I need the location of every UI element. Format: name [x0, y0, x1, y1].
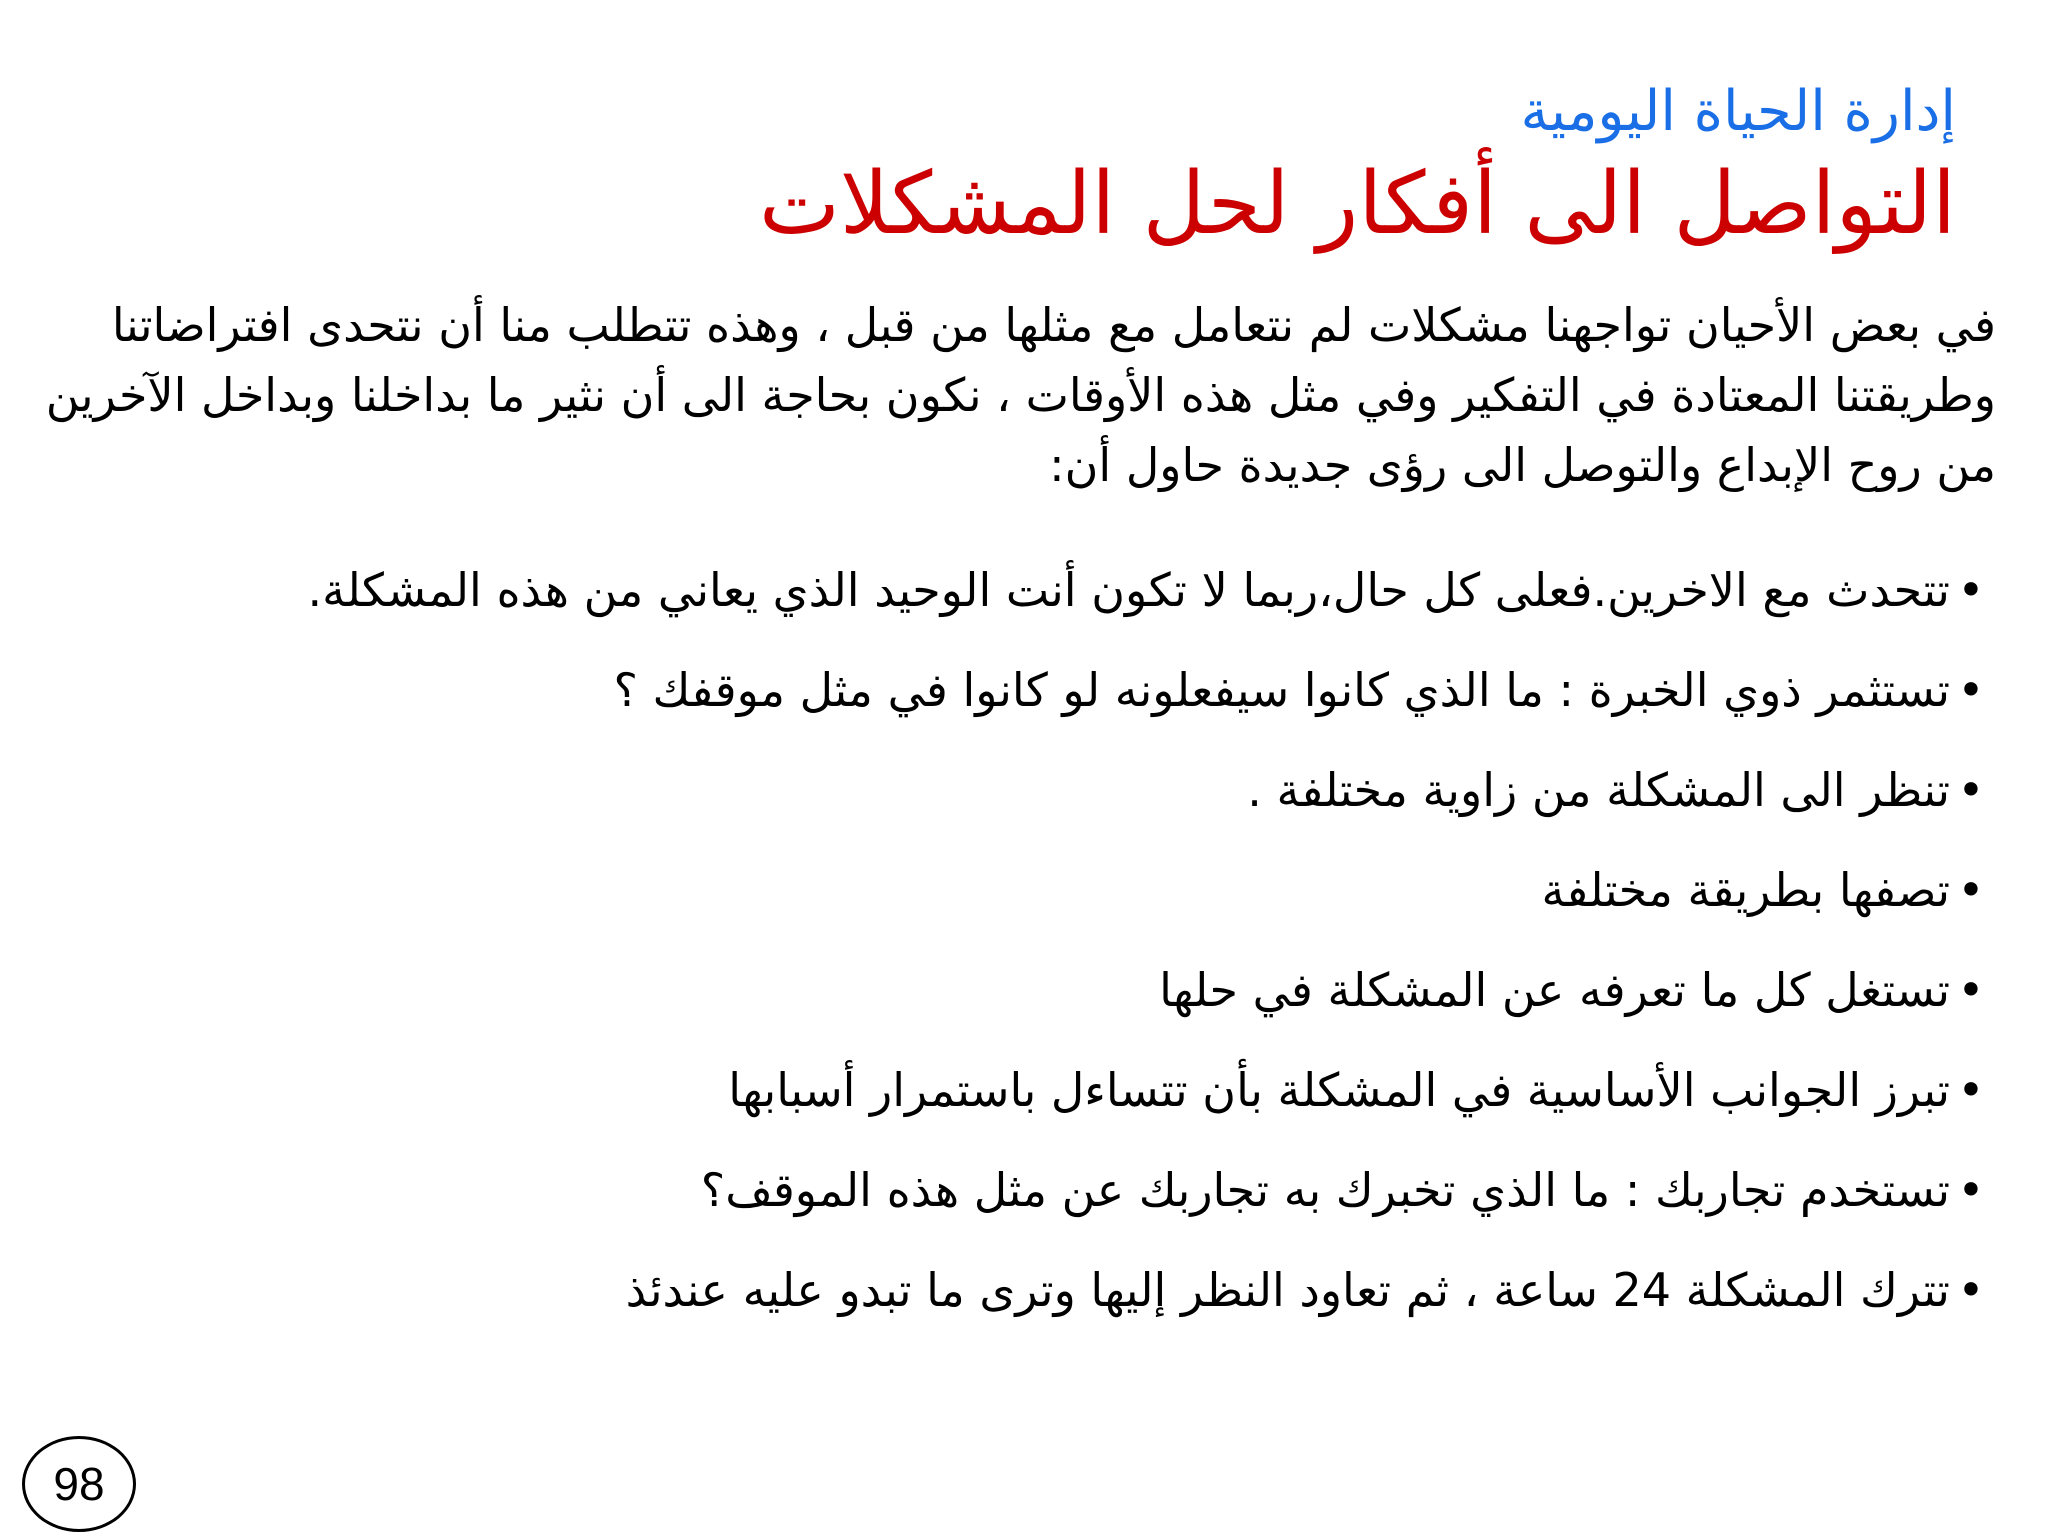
- page-number: 98: [53, 1458, 105, 1510]
- bullet-text: تصفها بطريقة مختلفة: [1541, 863, 1950, 917]
- bullet-text: تنظر الى المشكلة من زاوية مختلفة .: [1247, 763, 1950, 817]
- bullet-item: [30, 748, 1988, 848]
- page-number-badge: [22, 1436, 136, 1532]
- bullet-list: [30, 548, 1988, 1348]
- bullet-text: تتحدث مع الاخرين.فعلى كل حال،ربما لا تكون أنت الوحيد الذي يعاني من هذه المشكلة.: [307, 563, 1950, 617]
- bullet-item: [30, 548, 1988, 648]
- slide-subtitle: إدارة الحياة اليومية: [1520, 79, 1956, 144]
- bullet-icon: •: [1957, 963, 1985, 1017]
- bullet-item: [30, 1248, 1988, 1348]
- bullet-icon: •: [1957, 1063, 1985, 1117]
- bullet-icon: •: [1957, 863, 1985, 917]
- bullet-icon: •: [1957, 1163, 1985, 1217]
- bullet-icon: •: [1957, 763, 1985, 817]
- bullet-icon: •: [1957, 1263, 1985, 1317]
- intro-paragraph: في بعض الأحيان تواجهنا مشكلات لم نتعامل مع مثلها من قبل ، وهذه تتطلب منا أن نتحدى افتراضاتنا وطريقتنا المعتادة في التفكير وفي مثل هذه الأوقات ، نكون بحاجة الى أن نثير ما بداخلنا وبداخل الآخرين من روح الإبداع والتوصل الى رؤى جديدة حاول أن:: [45, 298, 1996, 492]
- slide-title: التواصل الى أفكار لحل المشكلات: [758, 154, 1956, 254]
- bullet-text: تستخدم تجاربك : ما الذي تخبرك به تجاربك عن مثل هذه الموقف؟: [700, 1163, 1950, 1217]
- bullet-icon: •: [1957, 563, 1985, 617]
- bullet-item: [30, 1048, 1988, 1148]
- bullet-text: تترك المشكلة 24 ساعة ، ثم تعاود النظر إليها وترى ما تبدو عليه عندئذ: [625, 1263, 1950, 1317]
- bullet-item: [30, 848, 1988, 948]
- bullet-text: تبرز الجوانب الأساسية في المشكلة بأن تتساءل باستمرار أسبابها: [728, 1063, 1950, 1117]
- bullet-item: [30, 948, 1988, 1048]
- bullet-text: تستغل كل ما تعرفه عن المشكلة في حلها: [1159, 963, 1950, 1017]
- bullet-item: [30, 1148, 1988, 1248]
- bullet-text: تستثمر ذوي الخبرة : ما الذي كانوا سيفعلونه لو كانوا في مثل موقفك ؟: [613, 663, 1950, 717]
- bullet-item: [30, 648, 1988, 748]
- bullet-icon: •: [1957, 663, 1985, 717]
